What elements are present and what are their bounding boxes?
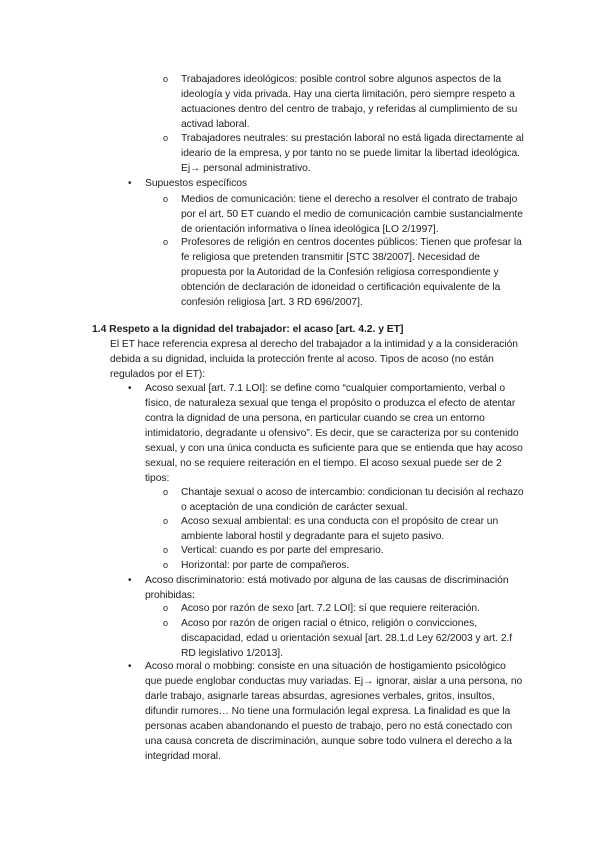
text-line: darle trabajo, asignarle tareas absurdas, agresiones verbales, gritos, insultos,: [145, 691, 495, 702]
sub-bullet-marker: o: [163, 516, 169, 526]
text-line: Acoso discriminatorio: está motivado por alguna de las causas de discriminación: [145, 575, 509, 586]
text-line: una causa concreta de discriminación, aunque sobre todo vulnera el derecho a la: [145, 736, 512, 747]
text-line: Acoso por razón de origen racial o étnico, religión o convicciones,: [181, 618, 477, 629]
bullet-marker: •: [128, 661, 132, 672]
text-line: Chantaje sexual o acoso de intercambio: condicionan tu decisión al rechazo: [181, 487, 524, 498]
text-line: Acoso sexual ambiental: es una conducta con el propósito de crear un: [181, 516, 499, 527]
text-line: fe religiosa que pretenden transmitir [STC 38/2007]. Necesidad de: [181, 252, 480, 263]
section-heading: [92, 322, 403, 337]
text-line: RD legislativo 1/2013].: [181, 648, 283, 659]
bullet-marker: •: [128, 178, 132, 189]
text-line: intimidatorio, degradante u ofensivo”. Es decir, que se caracteriza por su contenido: [145, 428, 519, 439]
text-line: regulados por el ET):: [110, 369, 206, 380]
sub-bullet-marker: o: [163, 618, 169, 628]
sub-bullet-marker: o: [163, 487, 169, 497]
text-line: discapacidad, edad u orientación sexual [art. 28.1.d Ley 62/2003 y art. 2.f: [181, 633, 513, 644]
item-medios-comunicacion: [181, 192, 523, 237]
text-line: Ej→ personal administrativo.: [181, 163, 311, 174]
sub-bullet-marker: o: [163, 603, 169, 613]
text-line: Acoso por razón de sexo [art. 7.2 LOI]: sí que requiere reiteración.: [181, 603, 480, 614]
text-line: Medios de comunicación: tiene el derecho a resolver el contrato de trabajo: [181, 194, 518, 205]
text-line: de orientación informativa o línea ideológica [LO 2/1997].: [181, 224, 439, 235]
text-line: ideario de la empresa, y por tanto no se puede limitar la libertad ideológica.: [181, 148, 520, 159]
text-line: El ET hace referencia expresa al derecho del trabajador a la intimidad y a la consideración: [110, 339, 518, 350]
text-line: difundir rumores… No tiene una formulación legal expresa. La finalidad es que la: [145, 706, 511, 717]
sub-bullet-marker: o: [163, 194, 169, 204]
text-line: debida a su dignidad, incluida la protección frente al acoso. Tipos de acoso (no están: [110, 354, 494, 365]
item-supuestos-especificos: [145, 176, 247, 191]
text-line: confesión religiosa [art. 3 RD 696/2007].: [181, 297, 363, 308]
intro-paragraph: [110, 337, 518, 382]
text-line: personas acaben abandonando el puesto de trabajo, pero no está conectado con: [145, 721, 513, 732]
text-line: actuaciones dentro del centro de trabajo, y referidas al cumplimiento de su: [181, 104, 518, 115]
text-line: activad laboral.: [181, 119, 250, 130]
text-line: Acoso moral o mobbing: consiste en una situación de hostigamiento psicológico: [145, 661, 506, 672]
sub-bullet-marker: o: [163, 560, 169, 570]
text-line: sexual, no se requiere reiteración en el tiempo. El acoso sexual puede ser de 2: [145, 458, 502, 469]
text-line: prohibidas:: [145, 590, 195, 601]
item-vertical: [181, 543, 384, 558]
bullet-marker: •: [128, 383, 132, 394]
sub-bullet-marker: o: [163, 545, 169, 555]
item-trabajadores-ideologicos: [181, 72, 517, 132]
text-line: Profesores de religión en centros docentes públicos: Tienen que profesar la: [181, 237, 522, 248]
item-acoso-ambiental: [181, 514, 498, 544]
text-line: que puede englobar conductas muy variadas. Ej→ ignorar, aislar a una persona, no: [145, 676, 523, 687]
text-line: obtención de declaración de idoneidad o certificación equivalente de la: [181, 282, 501, 293]
text-line: por el art. 50 ET cuando el medio de comunicación cambie sustancialmente: [181, 209, 523, 220]
text-line: propuesta por la Autoridad de la Confesión religiosa correspondiente y: [181, 267, 499, 278]
item-acoso-discriminatorio: [145, 573, 509, 603]
text-line: ideología y vida privada. Hay una cierta limitación, pero siempre respeto a: [181, 89, 515, 100]
text-line: ambiente laboral hostil y degradante para el sujeto pasivo.: [181, 531, 445, 542]
bullet-marker: •: [128, 575, 132, 586]
text-line: Horizontal: por parte de compañeros.: [181, 560, 350, 571]
sub-bullet-marker: o: [163, 74, 169, 84]
item-profesores-religion: [181, 235, 522, 310]
text-line: o aceptación de una condición de carácter sexual.: [181, 502, 408, 513]
text-line: integridad moral.: [145, 751, 221, 762]
text-line: sexual, y con una única conducta es suficiente para que se entienda que hay acoso: [145, 443, 523, 454]
sub-bullet-marker: o: [163, 133, 169, 143]
item-razon-sexo: [181, 601, 480, 616]
text-line: Supuestos específicos: [145, 178, 247, 189]
item-chantaje-sexual: [181, 485, 524, 515]
text-line: Acoso sexual [art. 7.1 LOI]: se define como “cualquier comportamiento, verbal o: [145, 383, 506, 394]
item-acoso-sexual: [145, 381, 523, 486]
item-horizontal: [181, 558, 349, 573]
text-line: Trabajadores neutrales: su prestación laboral no está ligada directamente al: [181, 133, 524, 144]
text-line: Trabajadores ideológicos: posible control sobre algunos aspectos de la: [181, 74, 502, 85]
text-line: contra la dignidad de una persona, en particular cuando se crea un entorno: [145, 413, 485, 424]
sub-bullet-marker: o: [163, 237, 169, 247]
item-razon-origen: [181, 616, 512, 661]
text-line: Vertical: cuando es por parte del empresario.: [181, 545, 384, 556]
item-trabajadores-neutrales: [181, 131, 524, 176]
text-line: físico, de naturaleza sexual que tenga el propósito o produzca el efecto de atentar: [145, 398, 516, 409]
heading-text: 1.4 Respeto a la dignidad del trabajador: el acaso [art. 4.2. y ET]: [92, 324, 404, 335]
item-acoso-moral: [145, 659, 522, 764]
text-line: tipos:: [145, 473, 170, 484]
